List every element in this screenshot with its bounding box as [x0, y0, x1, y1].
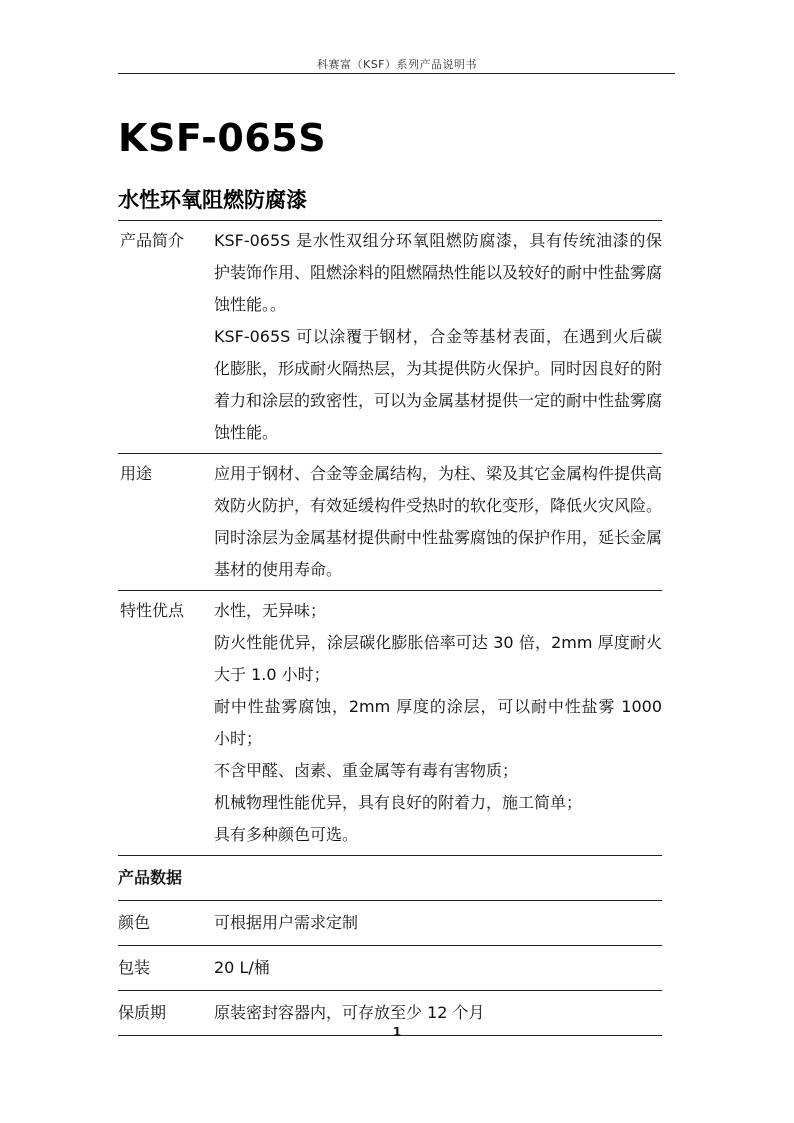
data-row-packaging	[118, 946, 662, 991]
product-data-heading: 产品数据	[118, 868, 183, 887]
product-name-subtitle: 水性环氧阻燃防腐漆	[118, 188, 307, 212]
data-value: 原装密封容器内，可存放至少 12 个月	[214, 1003, 485, 1022]
page-header: 科赛富（KSF）系列产品说明书	[316, 58, 478, 71]
usage-label: 用途	[120, 464, 153, 483]
features-label: 特性优点	[120, 601, 185, 620]
usage-paragraph: 应用于钢材、合金等金属结构，为柱、梁及其它金属构件提供高效防火防护，有效延缓构件受热时的软化变形，降低火灾风险。同时涂层为金属基材提供耐中性盐雾腐蚀的保护作用，延长金属基材的使用寿命。	[214, 464, 663, 579]
feature-item: 防火性能优异，涂层碳化膨胀倍率可达 30 倍，2mm 厚度耐火大于 1.0 小时；	[214, 633, 662, 684]
data-row-color	[118, 901, 662, 946]
usage-content	[214, 454, 662, 591]
feature-item: 机械物理性能优异，具有良好的附着力，施工简单；	[214, 793, 583, 812]
product-data-heading-row	[118, 856, 662, 901]
usage-row	[118, 454, 662, 591]
header-divider	[118, 73, 675, 74]
product-code-title: KSF-065S	[118, 116, 327, 160]
page-number: 1	[392, 1025, 402, 1039]
data-value: 可根据用户需求定制	[214, 913, 359, 932]
intro-paragraph: KSF-065S 可以涂覆于钢材，合金等基材表面，在遇到火后碳化膨胀，形成耐火隔热层，为其提供防火保护。同时因良好的附着力和涂层的致密性，可以为金属基材提供一定的耐中性盐雾腐蚀性能。	[214, 327, 663, 442]
features-row	[118, 591, 662, 856]
intro-label: 产品简介	[120, 231, 185, 250]
data-label: 颜色	[118, 913, 151, 932]
feature-item: 耐中性盐雾腐蚀，2mm 厚度的涂层，可以耐中性盐雾 1000 小时；	[214, 697, 662, 748]
data-label: 包装	[118, 958, 151, 977]
intro-paragraph: KSF-065S 是水性双组分环氧阻燃防腐漆，具有传统油漆的保护装饰作用、阻燃涂料的阻燃隔热性能以及较好的耐中性盐雾腐蚀性能。。	[214, 231, 663, 314]
intro-row	[118, 221, 662, 454]
data-label: 保质期	[118, 1003, 167, 1022]
feature-item: 水性，无异味；	[214, 601, 327, 620]
data-value: 20 L/桶	[214, 958, 270, 977]
intro-content	[214, 221, 662, 454]
spec-table	[118, 220, 662, 1036]
features-content	[214, 591, 662, 856]
feature-item: 不含甲醛、卤素、重金属等有毒有害物质；	[214, 761, 519, 780]
feature-item: 具有多种颜色可选。	[214, 825, 359, 844]
